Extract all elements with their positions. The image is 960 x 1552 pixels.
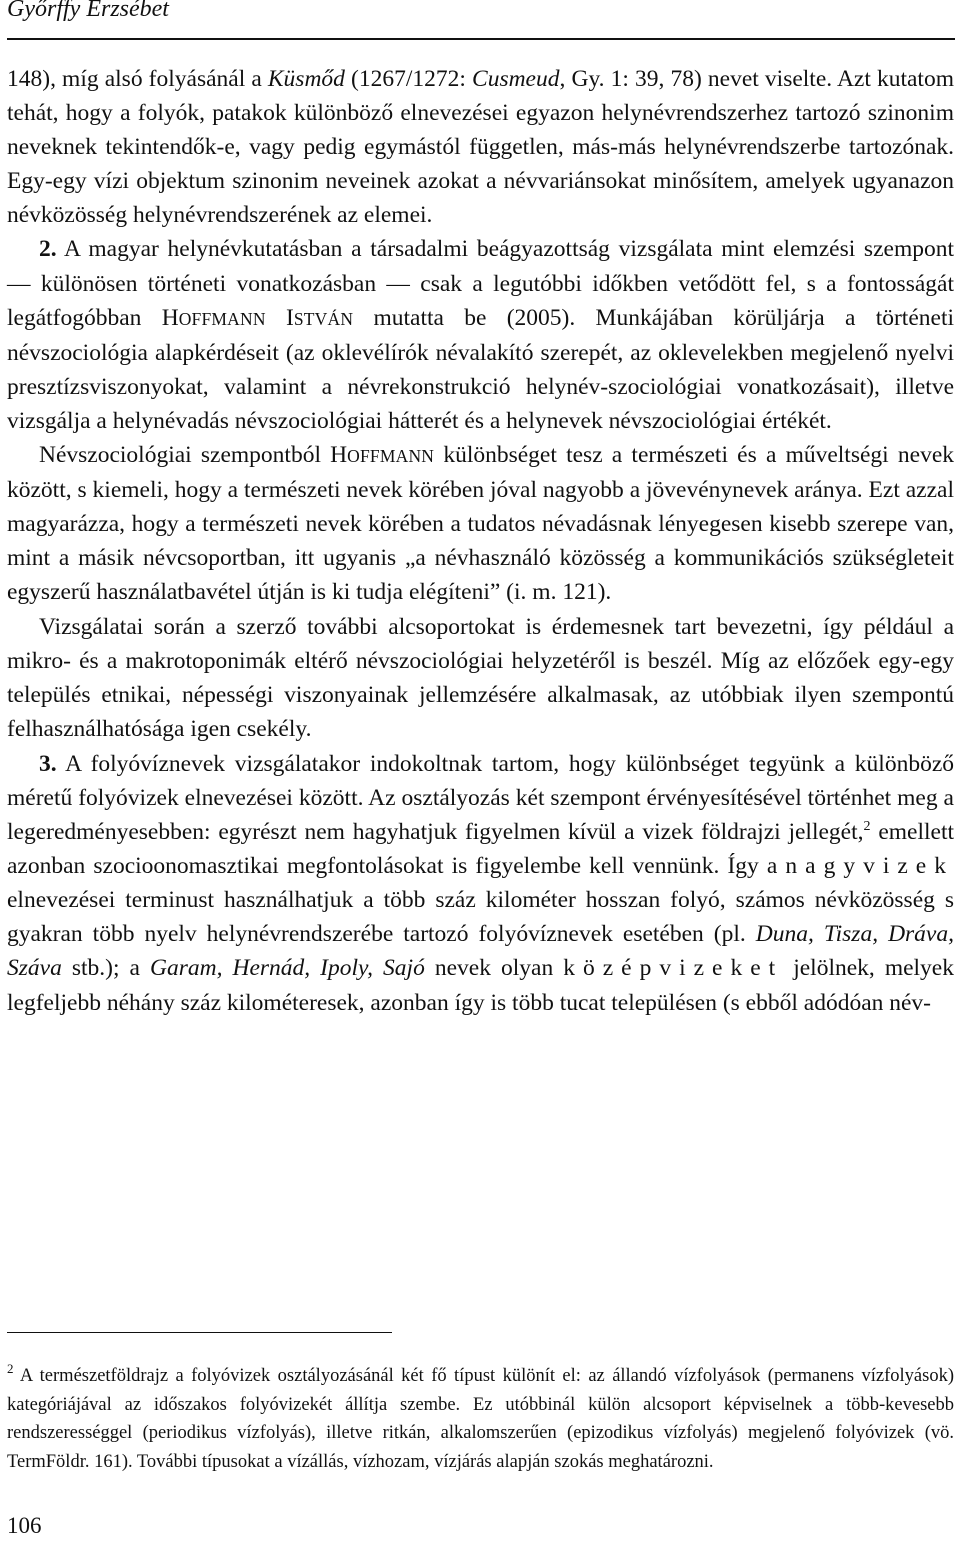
footnote-marker: 2 bbox=[7, 1361, 14, 1376]
small-caps-name: STVÁN bbox=[293, 308, 354, 329]
text-run: 148), míg alsó folyásánál a bbox=[7, 66, 268, 92]
text-run: stb.); a bbox=[61, 955, 150, 982]
paragraph bbox=[7, 438, 954, 609]
footnote-ref: 2 bbox=[863, 819, 871, 835]
paragraph bbox=[7, 610, 954, 746]
spaced-term: középvizeket bbox=[563, 955, 784, 982]
page-number: 106 bbox=[7, 1513, 42, 1538]
paragraph bbox=[7, 62, 954, 232]
italic-term: Garam, Hernád, Ipoly, Sajó bbox=[149, 955, 425, 982]
body-text bbox=[7, 62, 954, 1020]
text-run: mutatta be (2005). Munkájában körüljárja a történeti névszociológia alapkérdéseit (az oklevélírók névalakító szerepét, az oklevelekben megjelenő nyelvi presztízsviszonyokat, valamint a névrekonstrukció helynév-szociológiai vonatkozásait), illetve vizsgálja a helynévadás névszociológiai hátterét és a helynevek névszociológiai értékét. bbox=[7, 304, 955, 434]
small-caps-name: OFFMANN bbox=[178, 308, 266, 329]
text-run: Vizsgálatai során a szerző további alcsoportokat is érdemesnek tart bevezetni, így például a mikro- és a makrotoponimák eltérő névszociológiai helyzetéről is beszél. Míg az előzőek egy-egy település etnikai, népességi viszonyainak jellemzésére alkalmasak, az utóbbiak ilyen szempontú felhasználhatósága igen csekély. bbox=[7, 613, 954, 742]
small-caps-name: OFFMANN bbox=[347, 446, 435, 467]
section-number: 3. bbox=[39, 750, 57, 777]
footnote-text: A természetföldrajz a folyóvizek osztályozásánál két fő típust különít el: az állandó vízfolyások (permanens vízfolyások) kategóriájával az időszakos folyóvizekét állítja szembe. Ez utóbbinál külön alcsoport képviselnek a több-kevesebb rendszerességgel (periodikus vízfolyás), illetve ritkán, alkalomszerűen (epizodikus vízfolyás) megjelenő folyóvizek (vö. TermFöldr. 161). További típusokat a vízállás, vízhozam, vízjárás alapján szokás meghatározni. bbox=[7, 1366, 954, 1472]
spaced-term: nagyvizek bbox=[785, 853, 954, 880]
footnote-separator bbox=[7, 1332, 392, 1333]
italic-term: Küsmőd bbox=[267, 66, 345, 92]
footnotes bbox=[7, 1362, 954, 1476]
text-run: jelölnek, melyek legfeljebb néhány száz kilométeresek, azonban így is több tucat településen (s ebből adódóan név- bbox=[7, 955, 954, 1016]
text-run: I bbox=[265, 304, 294, 331]
running-header bbox=[7, 0, 955, 40]
text-run: , Gy. 1: 39, 78) nevet viselte. Azt kutatom tehát, hogy a folyók, patakok különböző elnevezései egyazon helynévrendszerhez tartozó szinonim neveknek tekintendők-e, vagy pedig egymástól független, más-más helynévrendszerbe tartozónak. Egy-egy vízi objektum szinonim neveinek azokat a névvariánsokat minősítem, amelyek ugyanazon névközösség helynévrendszerének az elemei. bbox=[7, 66, 954, 229]
paragraph bbox=[7, 232, 954, 438]
italic-term: Cusmeud bbox=[472, 66, 560, 92]
section-number: 2. bbox=[39, 236, 57, 263]
text-run: A folyóvíznevek vizsgálatakor indokoltnak tartom, hogy különbséget tegyünk a különböző méretű folyóvizek elnevezései között. Az osztályozás két szempont érvényesítésével történhet meg a legeredményesebben: egyrészt nem hagyhatjuk figyelmen kívül a vizek földrajzi jellegét, bbox=[7, 750, 954, 846]
text-run: nevek olyan bbox=[424, 955, 564, 982]
italic-term: Duna, Tisza, Dráva, Száva bbox=[7, 921, 954, 982]
text-run: Névszociológiai szempontból H bbox=[39, 442, 348, 469]
text-run: különbséget tesz a természeti és a műveltségi nevek között, s kiemeli, hogy a természeti nevek körében jóval nagyobb a jövevénynevek aránya. Ezt azzal magyarázza, hogy a természeti nevek körében a tudatos névadásnak lényegesen kisebb szerepe van, mint a másik névcsoportban, itt ugyanis „a névhasználó közösség a kommunikációs szükségleteit egyszerű használatbavétel útján is ki tudja elégíteni” (i. m. 121). bbox=[7, 442, 954, 606]
paragraph bbox=[7, 747, 954, 1020]
text-run: A magyar helynévkutatásban a társadalmi beágyazottság vizsgálata mint elemzési szempont — különösen történeti vonatkozásban — csak a legutóbbi időkben vetődött fel, s a fontosságát legátfogóbban H bbox=[7, 236, 954, 331]
footnote bbox=[7, 1362, 954, 1476]
text-run: emellett azonban szocioonomasztikai megfontolásokat is figyelembe kell vennünk. Így a bbox=[7, 819, 955, 880]
text-run: elnevezései terminust használhatjuk a több száz kilométer hosszan folyó, számos névközösség s gyakran több nyelv helynévrendszerébe tartozó folyóvíznevek esetében (pl. bbox=[7, 887, 954, 948]
header-author: Győrffy Erzsébet bbox=[7, 0, 169, 22]
text-run: (1267/1272: bbox=[344, 66, 473, 92]
